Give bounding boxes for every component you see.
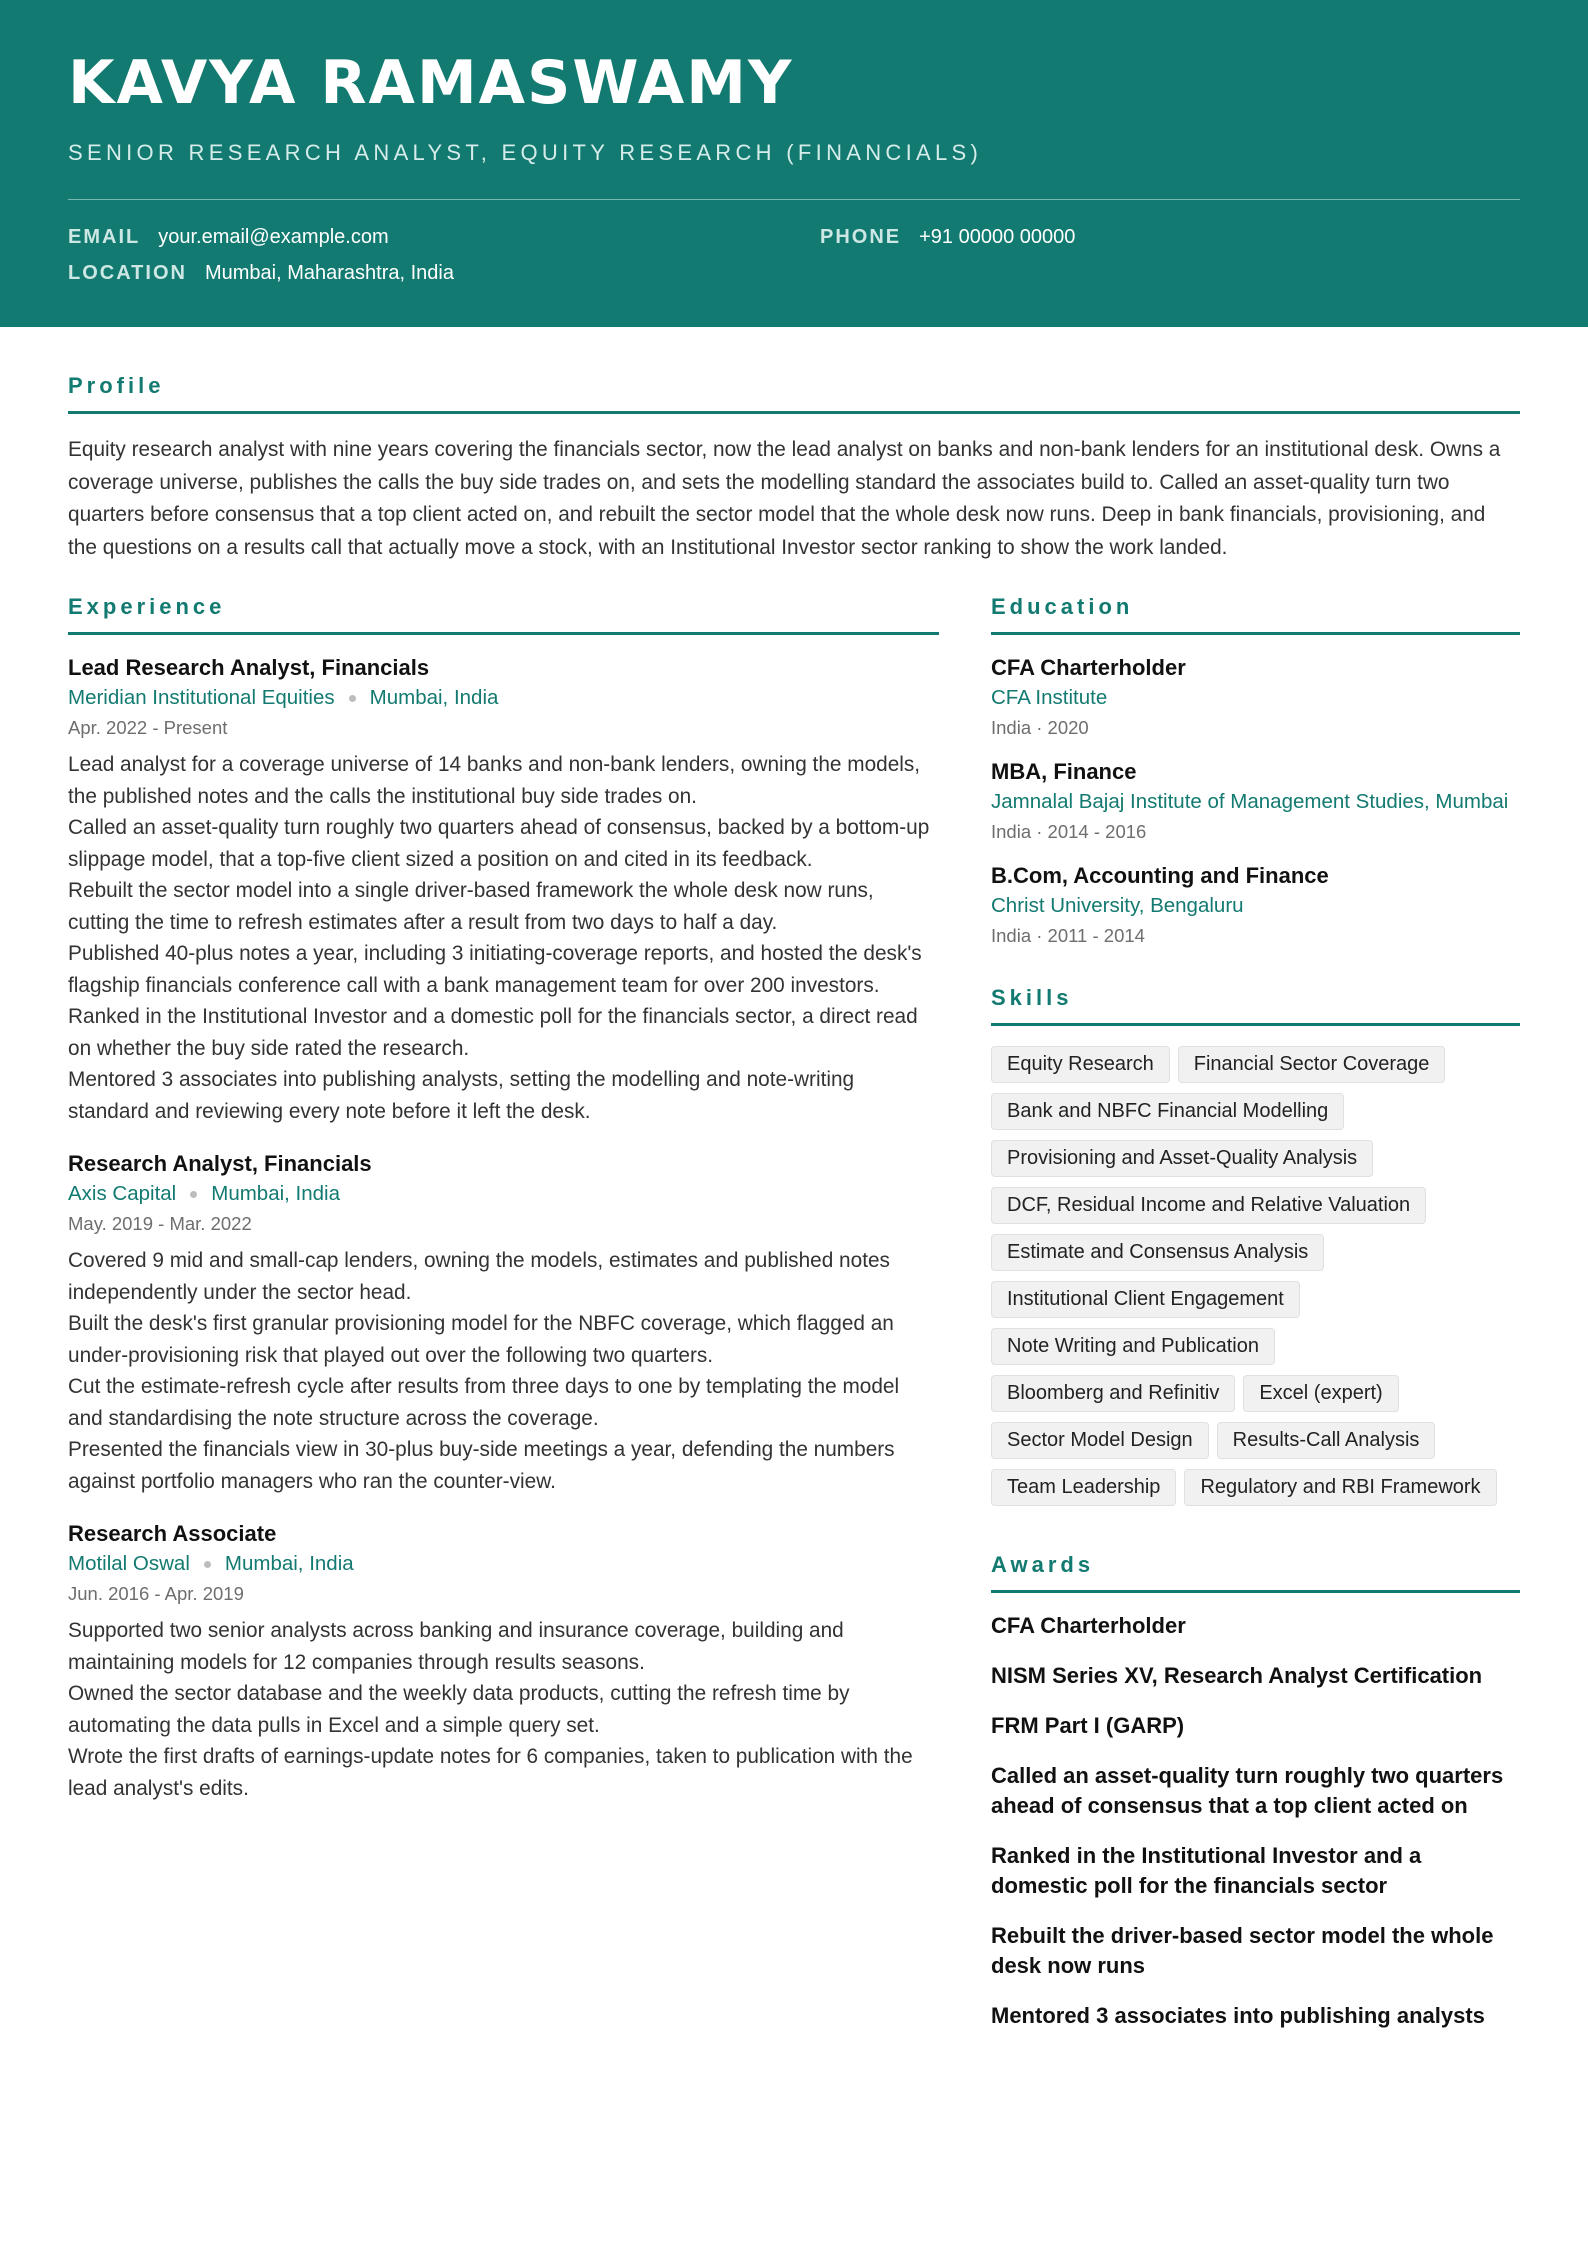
- job-bullet: Wrote the first drafts of earnings-update notes for 6 companies, taken to publication with the lead analyst's edits.: [68, 1745, 913, 1800]
- job-bullets: [68, 1615, 939, 1804]
- awards-section: [991, 1552, 1520, 2031]
- job-dates: May. 2019 - Mar. 2022: [68, 1213, 252, 1234]
- skills-section: [991, 985, 1520, 1506]
- skill-tag: Equity Research: [991, 1046, 1170, 1083]
- degree-title: CFA Charterholder: [991, 655, 1186, 680]
- job-location: Mumbai, India: [211, 1182, 341, 1205]
- awards-heading: Awards: [991, 1552, 1520, 1593]
- profile-heading: Profile: [68, 373, 1520, 414]
- skill-tag: DCF, Residual Income and Relative Valuation: [991, 1187, 1426, 1224]
- job-org-line: [68, 1179, 939, 1209]
- job-bullet: Owned the sector database and the weekly data products, cutting the refresh time by automating the data pulls in Excel and a simple query set.: [68, 1682, 850, 1737]
- education-section: [991, 594, 1520, 951]
- award-item: Ranked in the Institutional Investor and a domestic poll for the financials sector: [991, 1843, 1422, 1898]
- candidate-name: KAVYA RAMASWAMY: [68, 48, 794, 118]
- separator-dot: [349, 695, 356, 702]
- job-location: Mumbai, India: [224, 1552, 354, 1575]
- institution-name: CFA Institute: [991, 686, 1108, 709]
- job-title: Research Analyst, Financials: [68, 1151, 372, 1176]
- job-title: Lead Research Analyst, Financials: [68, 655, 430, 680]
- experience-heading: Experience: [68, 594, 939, 635]
- awards-list: [991, 1611, 1520, 2031]
- award-item: CFA Charterholder: [991, 1613, 1186, 1638]
- job-bullet: Rebuilt the sector model into a single driver-based framework the whole desk now runs, cutting the time to refresh estimates after a result from two days to half a day.: [68, 879, 874, 934]
- company-name: Motilal Oswal: [68, 1552, 190, 1575]
- job-bullet: Presented the financials view in 30-plus buy-side meetings a year, defending the numbers against portfolio managers who ran the counter-view.: [68, 1438, 895, 1493]
- contact-block: [68, 226, 1520, 296]
- job-bullet: Built the desk's first granular provisioning model for the NBFC coverage, which flagged an under-provisioning risk that played out over the following two quarters.: [68, 1312, 894, 1367]
- job-bullet: Called an asset-quality turn roughly two quarters ahead of consensus, backed by a bottom-up slippage model, that a top-five client sized a position on and cited in its feedback.: [68, 816, 930, 871]
- phone-label: PHONE: [820, 226, 902, 248]
- profile-text: Equity research analyst with nine years covering the financials sector, now the lead analyst on banks and non-bank lenders for an institutional desk. Owns a coverage universe, publishes the calls the buy side trades on, and sets the modelling standard the associates build to. Called an asset-quality turn two quarters before consensus that a top client acted on, and rebuilt the sector model that the whole desk now runs. Deep in bank financials, provisioning, and the questions on a results call that actually move a stock, with an Institutional Investor sector ranking to show the work landed.: [68, 438, 1501, 559]
- skill-tag: Institutional Client Engagement: [991, 1281, 1300, 1318]
- award-item: Mentored 3 associates into publishing analysts: [991, 2003, 1485, 2028]
- contact-phone: [820, 226, 1075, 249]
- experience-list: [68, 653, 939, 1804]
- skill-tag: Team Leadership: [991, 1469, 1176, 1506]
- institution-name: Christ University, Bengaluru: [991, 894, 1244, 917]
- job-bullet: Published 40-plus notes a year, including 3 initiating-coverage reports, and hosted the desk's flagship financials conference call with a bank management team for over 200 investors.: [68, 942, 922, 997]
- phone-value[interactable]: +91 00000 00000: [919, 226, 1076, 248]
- award-item: FRM Part I (GARP): [991, 1713, 1185, 1738]
- contact-location: [68, 262, 454, 285]
- experience-section: [68, 594, 939, 1804]
- email-label: EMAIL: [68, 226, 141, 248]
- job-bullet: Mentored 3 associates into publishing analysts, setting the modelling and note-writing standard and reviewing every note before it left the desk.: [68, 1068, 855, 1123]
- skill-tag: Provisioning and Asset-Quality Analysis: [991, 1140, 1373, 1177]
- job-dates: Jun. 2016 - Apr. 2019: [68, 1583, 244, 1604]
- header-divider: [68, 199, 1520, 200]
- job-bullet: Cut the estimate-refresh cycle after results from three days to one by templating the model and standardising the note structure across the coverage.: [68, 1375, 900, 1430]
- company-name: Meridian Institutional Equities: [68, 686, 335, 709]
- job-bullet: Lead analyst for a coverage universe of 14 banks and non-bank lenders, owning the models, the published notes and the calls the institutional buy side trades on.: [68, 753, 921, 808]
- location-value: Mumbai, Maharashtra, India: [204, 262, 454, 284]
- contact-email: [68, 226, 389, 249]
- resume-body: [0, 373, 1588, 2234]
- education-meta: India · 2014 - 2016: [991, 821, 1147, 842]
- skills-heading: Skills: [991, 985, 1520, 1026]
- company-name: Axis Capital: [68, 1182, 177, 1205]
- email-value[interactable]: your.email@example.com: [158, 226, 389, 248]
- separator-dot: [190, 1191, 197, 1198]
- job-bullets: [68, 749, 939, 1127]
- location-label: LOCATION: [68, 262, 187, 284]
- job-org-line: [68, 1549, 939, 1579]
- resume-header: [0, 0, 1588, 327]
- skill-tag: Regulatory and RBI Framework: [1184, 1469, 1496, 1506]
- skills-list: [991, 1046, 1520, 1506]
- skill-tag: Estimate and Consensus Analysis: [991, 1234, 1324, 1271]
- institution-name: Jamnalal Bajaj Institute of Management Studies, Mumbai: [991, 790, 1509, 813]
- skill-tag: Excel (expert): [1243, 1375, 1398, 1412]
- job-org-line: [68, 683, 939, 713]
- education-meta: India · 2011 - 2014: [991, 925, 1145, 946]
- education-list: [991, 653, 1520, 951]
- two-column-layout: [68, 594, 1520, 2234]
- degree-title: B.Com, Accounting and Finance: [991, 863, 1329, 888]
- sidebar-column: [991, 594, 1520, 2031]
- job-title: Research Associate: [68, 1521, 277, 1546]
- education-meta: India · 2020: [991, 717, 1089, 738]
- education-heading: Education: [991, 594, 1520, 635]
- skill-tag: Note Writing and Publication: [991, 1328, 1275, 1365]
- job-entry: [68, 1519, 939, 1804]
- job-entry: [68, 1149, 939, 1497]
- skill-tag: Bloomberg and Refinitiv: [991, 1375, 1235, 1412]
- profile-section: [68, 373, 1520, 564]
- candidate-title: SENIOR RESEARCH ANALYST, EQUITY RESEARCH (FINANCIALS): [68, 140, 983, 165]
- job-bullet: Ranked in the Institutional Investor and a domestic poll for the financials sector, a direct read on whether the buy side rated the research.: [68, 1005, 918, 1060]
- education-entry: [991, 757, 1520, 847]
- job-bullet: Supported two senior analysts across banking and insurance coverage, building and maintaining models for 12 companies through results seasons.: [68, 1619, 844, 1674]
- separator-dot: [204, 1561, 211, 1568]
- skill-tag: Bank and NBFC Financial Modelling: [991, 1093, 1344, 1130]
- skill-tag: Sector Model Design: [991, 1422, 1209, 1459]
- job-bullets: [68, 1245, 939, 1497]
- education-entry: [991, 861, 1520, 951]
- job-location: Mumbai, India: [369, 686, 499, 709]
- job-dates: Apr. 2022 - Present: [68, 717, 228, 738]
- degree-title: MBA, Finance: [991, 759, 1137, 784]
- award-item: NISM Series XV, Research Analyst Certification: [991, 1663, 1483, 1688]
- skill-tag: Results-Call Analysis: [1217, 1422, 1436, 1459]
- job-entry: [68, 653, 939, 1127]
- award-item: Called an asset-quality turn roughly two quarters ahead of consensus that a top client acted on: [991, 1763, 1504, 1818]
- education-entry: [991, 653, 1520, 743]
- skill-tag: Financial Sector Coverage: [1178, 1046, 1446, 1083]
- award-item: Rebuilt the driver-based sector model the whole desk now runs: [991, 1923, 1494, 1978]
- job-bullet: Covered 9 mid and small-cap lenders, owning the models, estimates and published notes independently under the sector head.: [68, 1249, 890, 1304]
